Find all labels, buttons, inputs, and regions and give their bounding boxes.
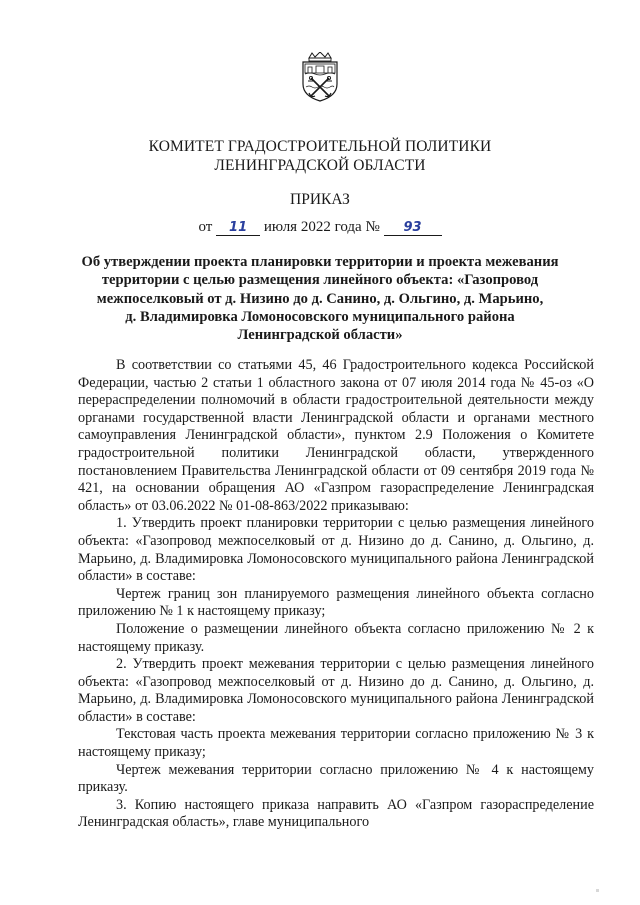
organization-name bbox=[60, 138, 580, 175]
paragraph-subitem: Текстовая часть проекта межевания территории согласно приложению № 3 к настоящему приказу; bbox=[78, 726, 594, 761]
paragraph-preamble: В соответствии со статьями 45, 46 Градостроительного кодекса Российской Федерации, частью 2 статьи 1 областного закона от 07 июля 2014 года № 45-оз «О перераспределении полномочий в области градостроительной деятельности между органами государственной власти Ленинградской области и органами местного самоуправления Ленинградской области», пунктом 2.9 Положения о Комитете градостроительной политики Ленинградской области, утвержденного постановлением Правительства Ленинградской области от 09 сентября 2019 года № 421, на основании обращения АО «Газпром газораспределение Ленинградская область» от 03.06.2022 № 01-08-863/2022 приказываю: bbox=[78, 357, 594, 514]
handwritten-order-number: 93 bbox=[384, 220, 442, 236]
coat-of-arms-icon bbox=[300, 52, 340, 102]
handwritten-day: 11 bbox=[216, 220, 260, 236]
paragraph-subitem: Чертеж границ зон планируемого размещения линейного объекта согласно приложению № 1 к настоящему приказу; bbox=[78, 585, 594, 620]
date-month-year: июля 2022 года № bbox=[263, 219, 380, 235]
date-number-line bbox=[60, 218, 580, 236]
organization-name-line-2: ЛЕНИНГРАДСКОЙ ОБЛАСТИ bbox=[214, 156, 426, 174]
title-line: Об утверждении проекта планировки территории и проекта межевания bbox=[81, 254, 559, 270]
date-prefix: от bbox=[198, 219, 213, 235]
scan-artifact bbox=[596, 889, 599, 892]
document-type: ПРИКАЗ bbox=[290, 191, 350, 208]
paragraph-subitem: Чертеж межевания территории согласно приложению № 4 к настоящему приказу. bbox=[78, 761, 594, 796]
title-line: межпоселковый от д. Низино до д. Санино, д. Ольгино, д. Марьино, bbox=[96, 290, 544, 307]
organization-name-line-1: КОМИТЕТ ГРАДОСТРОИТЕЛЬНОЙ ПОЛИТИКИ bbox=[148, 138, 492, 155]
paragraph-item-1: 1. Утвердить проект планировки территории с целью размещения линейного объекта: «Газопровод межпоселковый от д. Низино до д. Санино, д. Ольгино, д. Марьино, д. Владимировка Ломоносовского муниципального района Ленинградской области» в составе: bbox=[78, 515, 594, 585]
title-line: территории с целью размещения линейного объекта: «Газопровод bbox=[101, 272, 539, 289]
document-body bbox=[78, 357, 594, 832]
paragraph-item-3: 3. Копию настоящего приказа направить АО «Газпром газораспределение Ленинградская область», главе муниципального bbox=[78, 796, 594, 831]
title-line: Ленинградской области» bbox=[237, 327, 403, 344]
document-title bbox=[75, 253, 565, 344]
paragraph-subitem: Положение о размещении линейного объекта согласно приложению № 2 к настоящему приказу. bbox=[78, 620, 594, 655]
title-line: д. Владимировка Ломоносовского муниципального района bbox=[125, 308, 515, 325]
paragraph-item-2: 2. Утвердить проект межевания территории с целью размещения линейного объекта: «Газопровод межпоселковый от д. Низино до д. Санино, д. Ольгино, д. Марьино, д. Владимировка Ломоносовского муниципального района Ленинградской области» в составе: bbox=[78, 656, 594, 725]
